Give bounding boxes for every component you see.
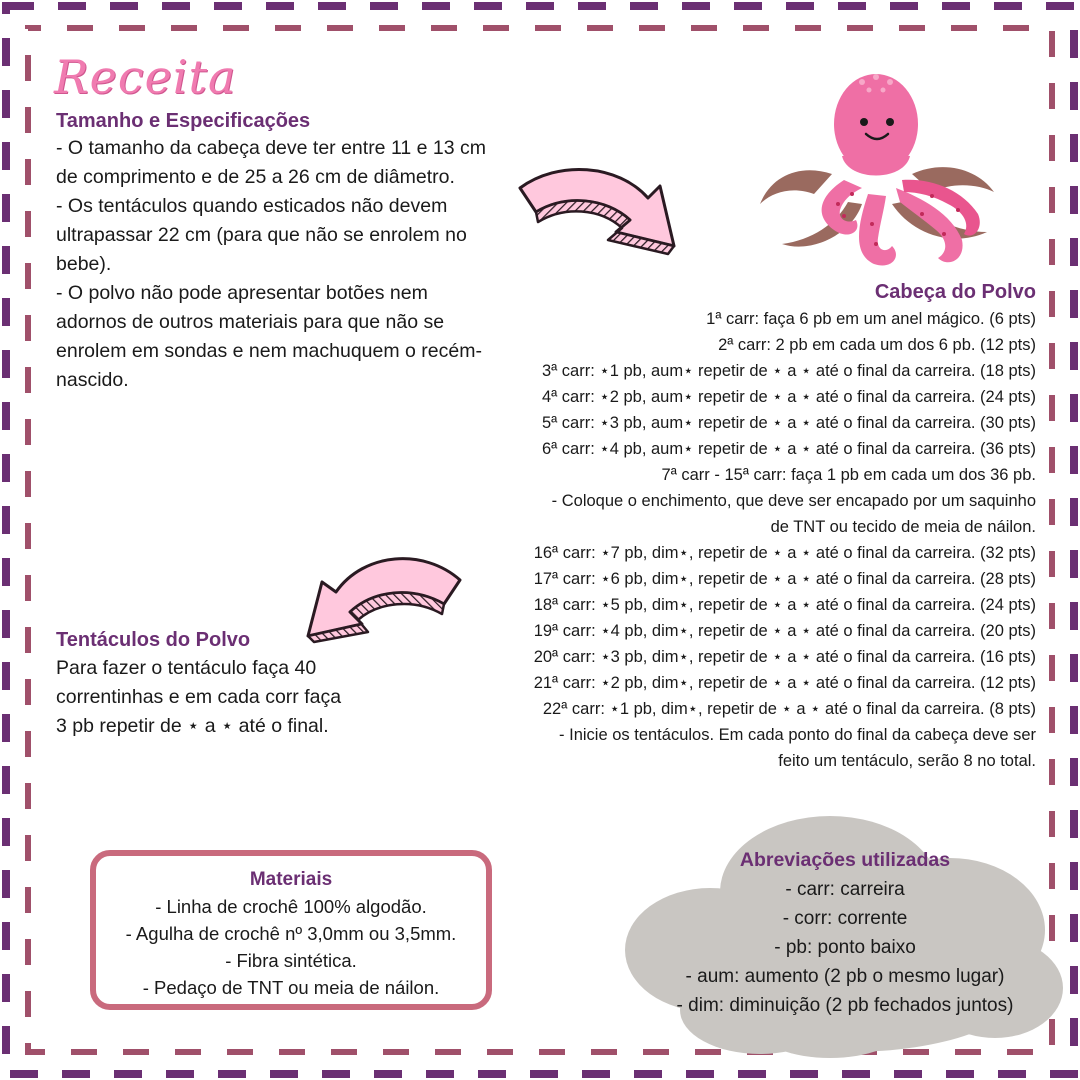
size-line: - O polvo não pode apresentar botões nem adornos de outros materiais para que não se enrolem em sondas e nem machuquem o recém-nascido. xyxy=(56,282,482,391)
head-step: 16ª carr: ⋆7 pb, dim⋆, repetir de ⋆ a ⋆ até o final da carreira. (32 pts) xyxy=(533,544,1036,562)
head-step: 21ª carr: ⋆2 pb, dim⋆, repetir de ⋆ a ⋆ até o final da carreira. (12 pts) xyxy=(533,674,1036,692)
head-step: 17ª carr: ⋆6 pb, dim⋆, repetir de ⋆ a ⋆ até o final da carreira. (28 pts) xyxy=(533,570,1036,588)
abbreviation-item: - pb: ponto baixo xyxy=(774,937,916,958)
curved-arrow-down-right-icon xyxy=(508,150,688,260)
materials-item: - Agulha de crochê nº 3,0mm ou 3,5mm. xyxy=(125,923,457,944)
materials-item: - Linha de crochê 100% algodão. xyxy=(155,896,427,917)
size-heading: Tamanho e Especificações xyxy=(56,110,311,132)
head-step: 20ª carr: ⋆3 pb, dim⋆, repetir de ⋆ a ⋆ até o final da carreira. (16 pts) xyxy=(533,648,1036,666)
materials-heading: Materiais xyxy=(249,869,333,890)
tentacles-line: correntinhas e em cada corr faça xyxy=(56,686,342,708)
head-step: 1ª carr: faça 6 pb em um anel mágico. (6 pts) xyxy=(706,310,1036,328)
tentacles-section xyxy=(56,626,416,741)
head-step: 22ª carr: ⋆1 pb, dim⋆, repetir de ⋆ a ⋆ até o final da carreira. (8 pts) xyxy=(542,700,1036,718)
head-step: - Inicie os tentáculos. Em cada ponto do final da cabeça deve ser xyxy=(559,726,1036,744)
head-step: 18ª carr: ⋆5 pb, dim⋆, repetir de ⋆ a ⋆ até o final da carreira. (24 pts) xyxy=(533,596,1036,614)
size-line: - O tamanho da cabeça deve ter entre 11 e 13 cm de comprimento e de 25 a 26 cm de diâmetro. xyxy=(56,137,486,188)
head-heading: Cabeça do Polvo xyxy=(874,281,1036,303)
head-step: 7ª carr - 15ª carr: faça 1 pb em cada um dos 36 pb. xyxy=(661,466,1036,484)
abbreviations-heading: Abreviações utilizadas xyxy=(739,849,951,871)
head-step: 2ª carr: 2 pb em cada um dos 6 pb. (12 pts) xyxy=(718,336,1036,354)
tentacles-line: Para fazer o tentáculo faça 40 xyxy=(56,657,317,679)
head-section xyxy=(456,278,1036,774)
head-step: 6ª carr: ⋆4 pb, aum⋆ repetir de ⋆ a ⋆ até o final da carreira. (36 pts) xyxy=(541,440,1036,458)
head-step: - Coloque o enchimento, que deve ser encapado por um saquinho xyxy=(551,492,1036,510)
abbreviation-item: - aum: aumento (2 pb o mesmo lugar) xyxy=(685,966,1005,987)
tentacles-line: 3 pb repetir de ⋆ a ⋆ até o final. xyxy=(56,715,329,737)
abbreviation-item: - dim: diminuição (2 pb fechados juntos) xyxy=(676,995,1014,1016)
materials-box xyxy=(90,850,492,1010)
tentacles-heading: Tentáculos do Polvo xyxy=(56,629,251,651)
abbreviations-section xyxy=(640,846,1050,1020)
size-section xyxy=(56,108,496,395)
materials-item: - Fibra sintética. xyxy=(225,950,357,971)
head-step: de TNT ou tecido de meia de náilon. xyxy=(770,518,1036,536)
head-step: 4ª carr: ⋆2 pb, aum⋆ repetir de ⋆ a ⋆ até o final da carreira. (24 pts) xyxy=(541,388,1036,406)
page-title: Receita xyxy=(54,50,237,104)
abbreviation-item: - corr: corrente xyxy=(782,908,908,929)
materials-item: - Pedaço de TNT ou meia de náilon. xyxy=(142,977,440,998)
abbreviation-item: - carr: carreira xyxy=(785,879,905,900)
octopus-illustration xyxy=(752,64,1000,274)
head-step: feito um tentáculo, serão 8 no total. xyxy=(778,752,1036,770)
head-step: 3ª carr: ⋆1 pb, aum⋆ repetir de ⋆ a ⋆ até o final da carreira. (18 pts) xyxy=(541,362,1036,380)
head-step: 19ª carr: ⋆4 pb, dim⋆, repetir de ⋆ a ⋆ até o final da carreira. (20 pts) xyxy=(533,622,1036,640)
size-line: - Os tentáculos quando esticados não devem ultrapassar 22 cm (para que não se enrolem no bebe). xyxy=(56,195,467,275)
head-step: 5ª carr: ⋆3 pb, aum⋆ repetir de ⋆ a ⋆ até o final da carreira. (30 pts) xyxy=(541,414,1036,432)
